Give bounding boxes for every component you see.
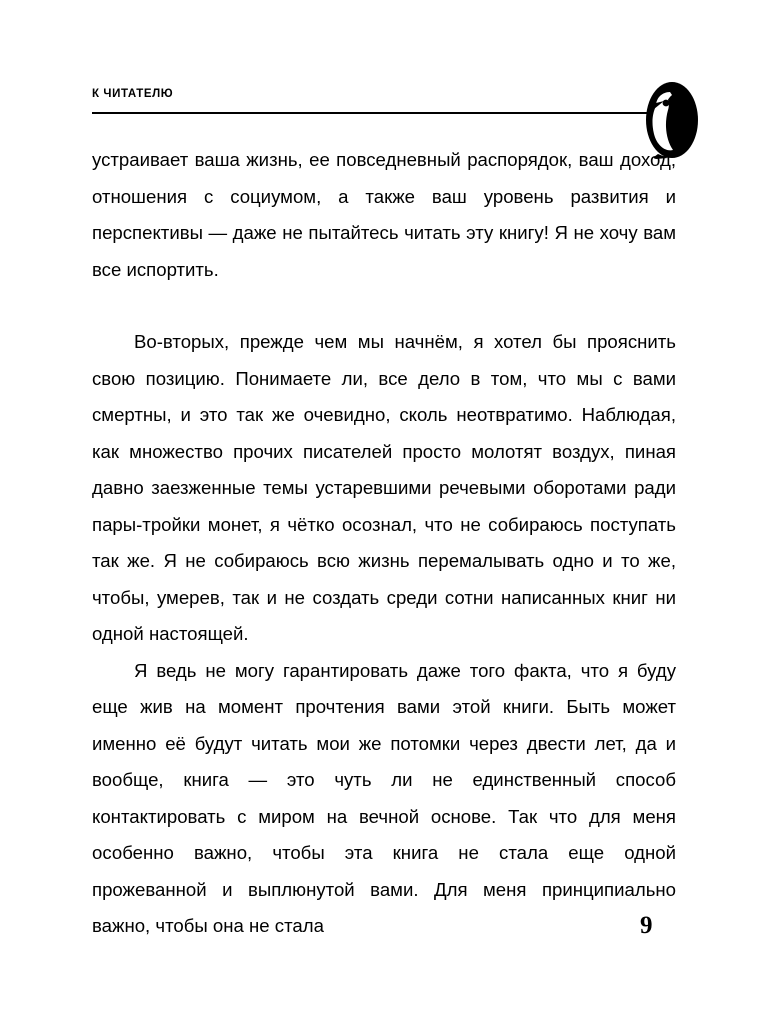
paragraph: Я ведь не могу гарантировать даже того факта, что я буду еще жив на момент прочтения вами этой книги. Быть может именно её будут читать мои же потомки через двести лет, да и вообще, книга — это чуть ли не единственный способ контактировать с миром на вечной основе. Так что для меня особенно важно, чтобы эта книга не стала еще одной прожеванной и выплюнутой вами. Для меня принципиально важно, чтобы она не стала [92,659,676,936]
paragraph: устраивает ваша жизнь, ее повседневный распорядок, ваш доход, отношения с социумом, а также ваш уровень развития и перспективы — даже не пытайтесь читать эту книгу! Я не хочу вам все испортить. [92,149,676,280]
paragraph: Во-вторых, прежде чем мы начнём, я хотел бы прояснить свою позицию. Понимаете ли, все дело в том, что мы с вами смертны, и это так же очевидно, сколь неотвратимо. Наблюдая, как множество прочих писателей просто молотят воздух, пиная давно заезженные темы устаревшими речевыми оборотами ради пары-тройки монет, я чётко осознал, что не собираюсь поступать так же. Я не собираюсь всю жизнь перемалывать одно и то же, чтобы, умерев, так и не создать среди сотни написанных книг ни одной настоящей. [92,331,676,644]
running-head: К ЧИТАТЕЛЮ [92,88,174,100]
page-body [92,142,676,945]
page-number: 9 [640,912,653,939]
page-header [92,88,676,122]
header-divider [92,112,676,114]
